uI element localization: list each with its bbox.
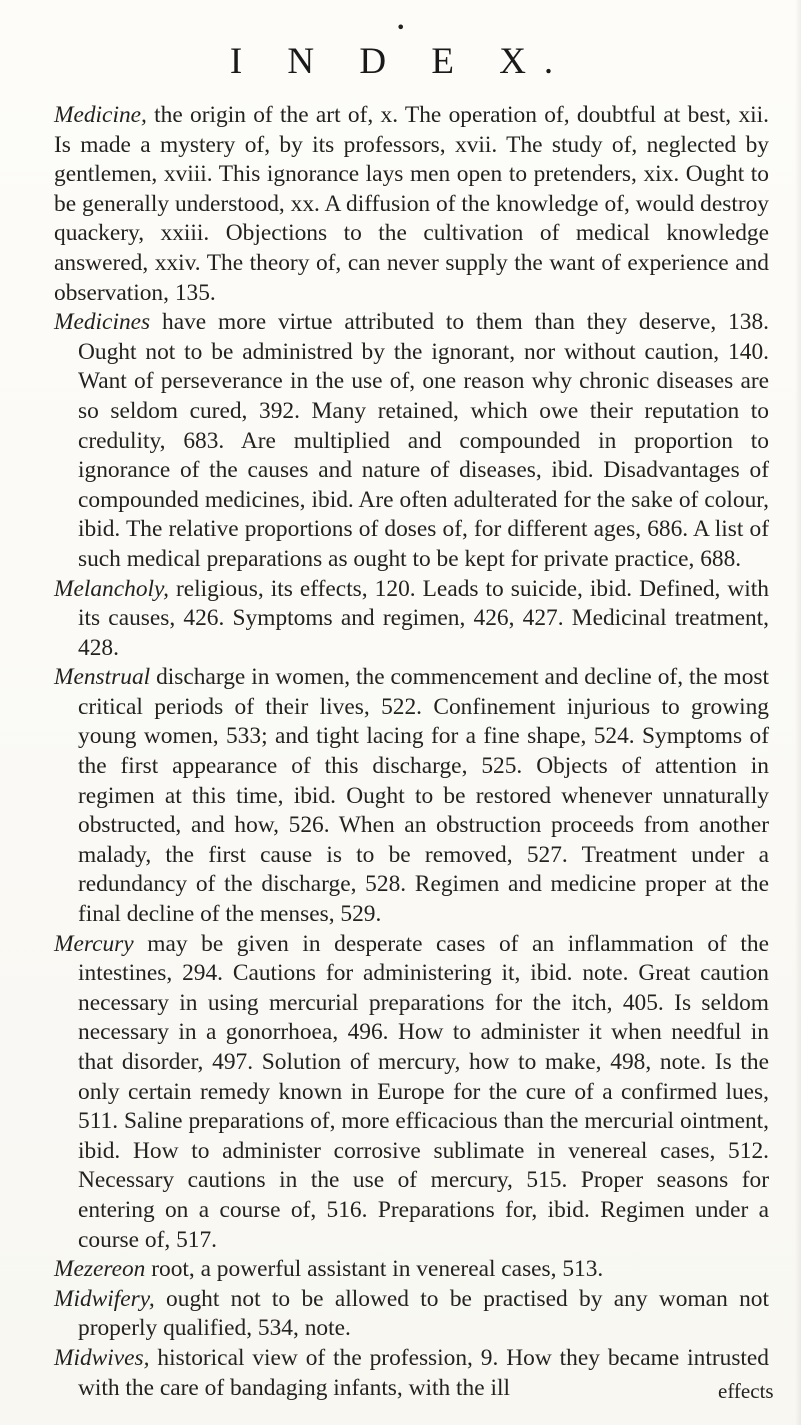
index-entry xyxy=(54,101,769,308)
entry-term: Medicines xyxy=(54,309,151,336)
entry-text: may be given in desperate cases of an inflammation of the intestines, 294. Cautions for administering it, ibid. note. Great caution necessary in using mercurial preparations for the itch, 405. Is seldom necessary in a gonorrhoea, 496. How to administer it when needful in that disorder, 497. Solution of mercury, how to make, 498, note. Is the only certain remedy known in Europe for the cure of a confirmed lues, 511. Saline preparations of, more efficacious than the mercurial ointment, ibid. How to administer corrosive sublimate in venereal cases, 512. Necessary cautions in the use of mercury, 515. Proper seasons for entering on a course of, 516. Preparations for, ibid. Regimen under a course of, 517. xyxy=(78,930,769,1253)
index-entry xyxy=(54,1344,769,1403)
entry-text: historical view of the profession, 9. How they became intrusted with the care of bandaging infants, with the ill xyxy=(78,1344,769,1401)
index-entry xyxy=(54,930,769,1256)
entry-term: Midwives, xyxy=(54,1344,150,1371)
page-heading: I N D E X. xyxy=(229,41,572,82)
entry-term: Medicine, xyxy=(54,102,147,128)
entry-term: Mercury xyxy=(54,930,134,957)
entry-text: discharge in women, the commencement and decline of, the most critical periods of their lives, 522. Confinement injurious to growing young women, 533; and tight lacing for a fine shape, 524. Symptoms of the first appearance of this discharge, 525. Objects of attention in regimen at this time, ibid. Ought to be restored whenever unnaturally obstructed, and how, 526. When an obstruction proceeds from another malady, the first cause is to be removed, 527. Treatment under a redundancy of the discharge, 528. Regimen and medicine proper at the final decline of the menses, 529. xyxy=(78,664,769,928)
entry-text: religious, its effects, 120. Leads to suicide, ibid. Defined, with its causes, 426. Symptoms and regimen, 426, 427. Medicinal treatment, 428. xyxy=(78,575,769,661)
index-entry xyxy=(54,308,769,574)
entry-text: the origin of the art of, x. The operation of, doubtful at best, xii. Is made a mystery of, by its professors, xvii. The study of, neglected by gentlemen, xviii. This ignorance lays men open to pretenders, xix. Ought to be generally understood, xx. A diffusion of the knowledge of, would destroy quackery, xxiii. Objections to the cultivation of medical knowledge answered, xxiv. The theory of, can never supply the want of experience and observation, 135. xyxy=(54,102,769,306)
index-entry xyxy=(54,1285,769,1344)
entry-term: Melancholy, xyxy=(54,575,169,602)
entry-text: ought not to be allowed to be practised by any woman not properly qualified, 534, note. xyxy=(78,1285,769,1342)
index-entry xyxy=(54,575,769,664)
catchword: effects xyxy=(718,1379,774,1403)
index-entries xyxy=(54,101,769,1403)
entry-term: Menstrual xyxy=(54,664,151,691)
entry-text: root, a powerful assistant in venereal cases, 513. xyxy=(145,1256,604,1283)
entry-term: Mezereon xyxy=(54,1256,146,1283)
entry-text: have more virtue attributed to them than they deserve, 138. Ought not to be administred by the ignorant, nor without caution, 140. Want of perseverance in the use of, one reason why chronic diseases are so seldom cured, 392. Many retained, which owe their reputation to credulity, 683. Are multiplied and compounded in proportion to ignorance of the causes and nature of diseases, ibid. Disadvantages of compounded medicines, ibid. Are often adulterated for the sake of colour, ibid. The relative proportions of doses of, for different ages, 686. A list of such medical preparations as ought to be kept for private practice, 688. xyxy=(78,309,769,572)
printer-mark: • xyxy=(396,18,406,37)
index-entry xyxy=(54,1255,769,1285)
entry-term: Midwifery, xyxy=(54,1285,155,1312)
index-entry xyxy=(54,663,769,929)
